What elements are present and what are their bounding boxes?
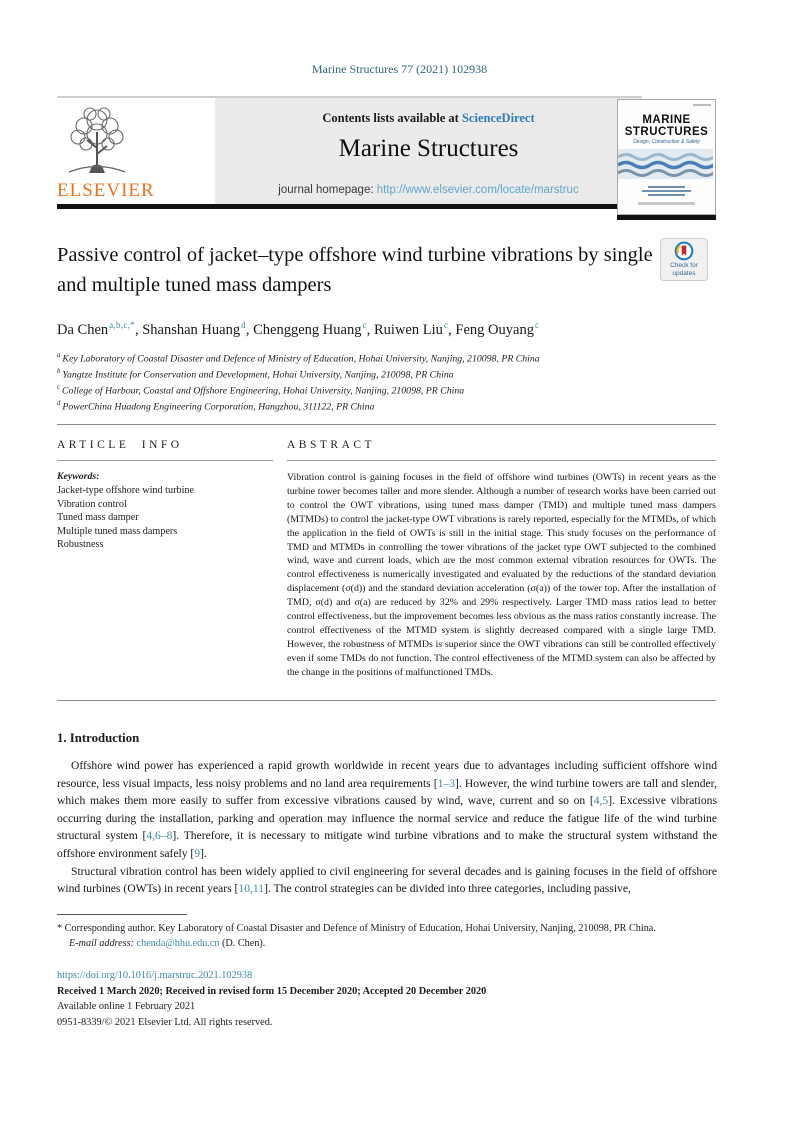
citation-link[interactable]: c bbox=[362, 320, 367, 330]
article-info-heading: ARTICLE INFO bbox=[57, 439, 183, 451]
journal-homepage-link[interactable]: http://www.elsevier.com/locate/marstruc bbox=[376, 184, 579, 196]
cover-wave-art bbox=[618, 149, 713, 179]
corresponding-author-note: * Corresponding author. Key Laboratory of Coastal Disaster and Defence of Ministry of Education, Hohai University, Nanjing, 210098, PR China. bbox=[57, 923, 656, 934]
keywords-label: Keywords: bbox=[57, 471, 100, 482]
check-updates-label: Check for updates bbox=[670, 262, 698, 277]
affiliation bbox=[57, 366, 717, 382]
sciencedirect-link[interactable]: ScienceDirect bbox=[461, 111, 535, 125]
keyword: Jacket-type offshore wind turbine bbox=[57, 485, 195, 496]
available-online: Available online 1 February 2021 bbox=[57, 1001, 196, 1013]
author-list bbox=[57, 320, 712, 339]
cover-subtitle: Design, Construction & Safety bbox=[633, 139, 700, 145]
cover-editors-placeholder bbox=[648, 186, 685, 188]
affiliation-sup: c bbox=[57, 384, 61, 392]
journal-header bbox=[57, 96, 716, 209]
contents-line bbox=[322, 111, 534, 126]
affiliation-text: Yangtze Institute for Conservation and Development, Hohai University, Nanjing, 210098, PR China bbox=[62, 369, 454, 381]
affiliation-sup: b bbox=[57, 368, 61, 376]
text-segment: Da Chen bbox=[57, 321, 109, 338]
keyword: Vibration control bbox=[57, 498, 127, 510]
affiliation-text: Key Laboratory of Coastal Disaster and Defence of Ministry of Education, Hohai University, Nanjing, 210098, PR China bbox=[62, 353, 540, 365]
citation-link[interactable]: 4,5 bbox=[593, 794, 609, 808]
affiliation-sup: d bbox=[57, 400, 61, 408]
journal-citation: Marine Structures 77 (2021) 102938 bbox=[311, 62, 488, 76]
article-title: Passive control of jacket–type offshore wind turbine vibrations by single and multiple tuned mass dampers bbox=[57, 244, 653, 296]
check-updates-icon bbox=[674, 241, 694, 261]
cover-footer-placeholder bbox=[638, 202, 695, 205]
article-info-rule bbox=[57, 460, 273, 461]
check-for-updates-badge[interactable] bbox=[660, 238, 708, 281]
cover-bottom-rule bbox=[617, 215, 716, 220]
cover-issn-placeholder bbox=[693, 104, 711, 106]
received-dates: Received 1 March 2020; Received in revised form 15 December 2020; Accepted 20 December 2020 bbox=[57, 985, 487, 997]
text-segment: ]. bbox=[200, 846, 207, 860]
intro-paragraph-1 bbox=[57, 757, 717, 863]
keyword: Multiple tuned mass dampers bbox=[57, 525, 178, 537]
header-rule bbox=[57, 204, 642, 209]
cover-editors-placeholder bbox=[642, 190, 691, 192]
keyword: Tuned mass damper bbox=[57, 512, 139, 524]
journal-name: Marine Structures bbox=[338, 135, 519, 162]
homepage-line bbox=[278, 184, 578, 196]
citation-link[interactable]: d bbox=[241, 320, 246, 330]
text-segment: ]. However, the wind turbine towers are tall and slender, which makes them more easily to suffer from excessive vibrations caused by wind, wave, current and so on [ bbox=[57, 776, 717, 808]
email-suffix: (D. Chen). bbox=[219, 937, 266, 949]
text-segment: , Shanshan Huang bbox=[134, 321, 241, 338]
keyword: Robustness bbox=[57, 539, 104, 551]
affiliation bbox=[57, 398, 717, 414]
email-link[interactable]: chenda@hhu.edu.cn bbox=[136, 937, 220, 949]
affiliation bbox=[57, 350, 717, 366]
affiliations bbox=[57, 350, 717, 414]
email-line bbox=[69, 937, 717, 952]
text-segment: Structural vibration control has been widely applied to civil engineering for several decades and is gaining focuses in the field of offshore wind turbines (OWTs) in recent years [ bbox=[57, 864, 717, 896]
text-segment: ]. The control strategies can be divided into three categories, including passive, bbox=[264, 882, 631, 896]
elsevier-logo bbox=[57, 98, 215, 204]
footnote-rule bbox=[57, 914, 187, 915]
doi-link[interactable]: https://doi.org/10.1016/j.marstruc.2021.102938 bbox=[57, 970, 253, 981]
cover-title: MARINE STRUCTURES bbox=[624, 114, 709, 138]
homepage-prefix: journal homepage: bbox=[278, 184, 377, 196]
citation-link[interactable]: c bbox=[534, 320, 540, 330]
introduction-text bbox=[57, 757, 717, 898]
abstract-text: Vibration control is gaining focuses in the field of offshore wind turbines (OWTs) in recent years as the turbine tower becomes taller and more slender. Although a number of research works have been carried out to control the OWT vibrations, using tuned mass damper (TMD) and multiple tuned mass dampers (MTMDs) to control the jacket-type OWT vibrations is rarely reported, especially for the MTMDs, of which the application in the field of OWTs is still in the initial stage. This study focuses on the performance of TMD and MTMDs in controlling the tower vibrations of the jacket type OWT subjected to the combined wind, wave and current loads, which are the most common external vibration resources for OWTs. The control effectiveness is numerically investigated and evaluated by the reductions of the standard deviation displacement (σ(d)) and the standard deviation acceleration (σ(a)) of the tower top. After the installation of TMD, σ(d) and σ(a) are reduced by 32% and 29% respectively. Larger TMD mass ratios lead to better control effectiveness, but the improvement becomes less obvious as the mass ratios constantly increase. The control effectiveness of the MTMD system is slightly decreased compared with a single large TMD. However, the robustness of MTMDs is superior since the OWT vibrations can still be controlled effectively even if some TMDs do not function. The control effectiveness of the MTMD system can also be affected by the change in the positions of malfunctioned TMDs. bbox=[287, 472, 716, 678]
abstract-heading: ABSTRACT bbox=[287, 439, 376, 451]
journal-cover-thumbnail[interactable] bbox=[617, 99, 716, 215]
text-segment: , Feng Ouyang bbox=[448, 321, 534, 338]
citation-link[interactable]: c bbox=[443, 320, 449, 330]
elsevier-tree-icon bbox=[57, 104, 137, 178]
affiliation-text: College of Harbour, Coastal and Offshore Engineering, Hohai University, Nanjing, 210098, PR China bbox=[62, 385, 465, 397]
abstract-rule bbox=[287, 460, 716, 461]
citation-link[interactable]: 4,6–8 bbox=[146, 829, 173, 843]
elsevier-wordmark: ELSEVIER bbox=[57, 180, 155, 201]
text-segment: , Ruiwen Liu bbox=[366, 321, 443, 338]
header-left bbox=[57, 96, 642, 204]
cover-editors-placeholder bbox=[648, 194, 685, 196]
text-segment: Offshore wind power has experienced a rapid growth worldwide in recent years due to advantages including sufficient offshore wind resource, less visual impacts, less noisy problems and no land area requirements [ bbox=[57, 759, 717, 790]
abstract-column bbox=[287, 425, 716, 700]
text-segment: ]. Excessive vibrations occurring during the installation, parking and operation may influence the normal service and reduce the fatigue life of the wind turbine structural system [ bbox=[57, 794, 717, 843]
affiliation-sup: a bbox=[57, 352, 61, 359]
affiliation bbox=[57, 382, 717, 398]
email-label: E-mail address: bbox=[69, 937, 134, 949]
intro-paragraph-2 bbox=[57, 863, 717, 898]
introduction-heading: 1. Introduction bbox=[57, 731, 140, 745]
text-segment: , Chenggeng Huang bbox=[245, 321, 362, 338]
publication-info bbox=[57, 968, 717, 1030]
copyright-line: 0951-8339/© 2021 Elsevier Ltd. All rights reserved. bbox=[57, 1016, 273, 1028]
citation-link[interactable]: 10,11 bbox=[238, 882, 265, 896]
info-abstract-section bbox=[57, 424, 716, 701]
article-info-column bbox=[57, 425, 273, 700]
citation-link[interactable]: 1–3 bbox=[437, 776, 455, 790]
contents-prefix: Contents lists available at bbox=[322, 111, 462, 125]
citation-link[interactable]: a,b,c,* bbox=[109, 320, 135, 330]
citation-link[interactable]: 9 bbox=[194, 846, 201, 860]
text-segment: ]. Therefore, it is necessary to mitigate wind turbine vibrations and to make the structural system withstand the offshore environment safely [ bbox=[57, 829, 717, 860]
affiliation-text: PowerChina Huadong Engineering Corporation, Hangzhou, 311122, PR China bbox=[62, 401, 375, 413]
journal-banner bbox=[215, 98, 642, 204]
footnote-block bbox=[57, 914, 717, 951]
